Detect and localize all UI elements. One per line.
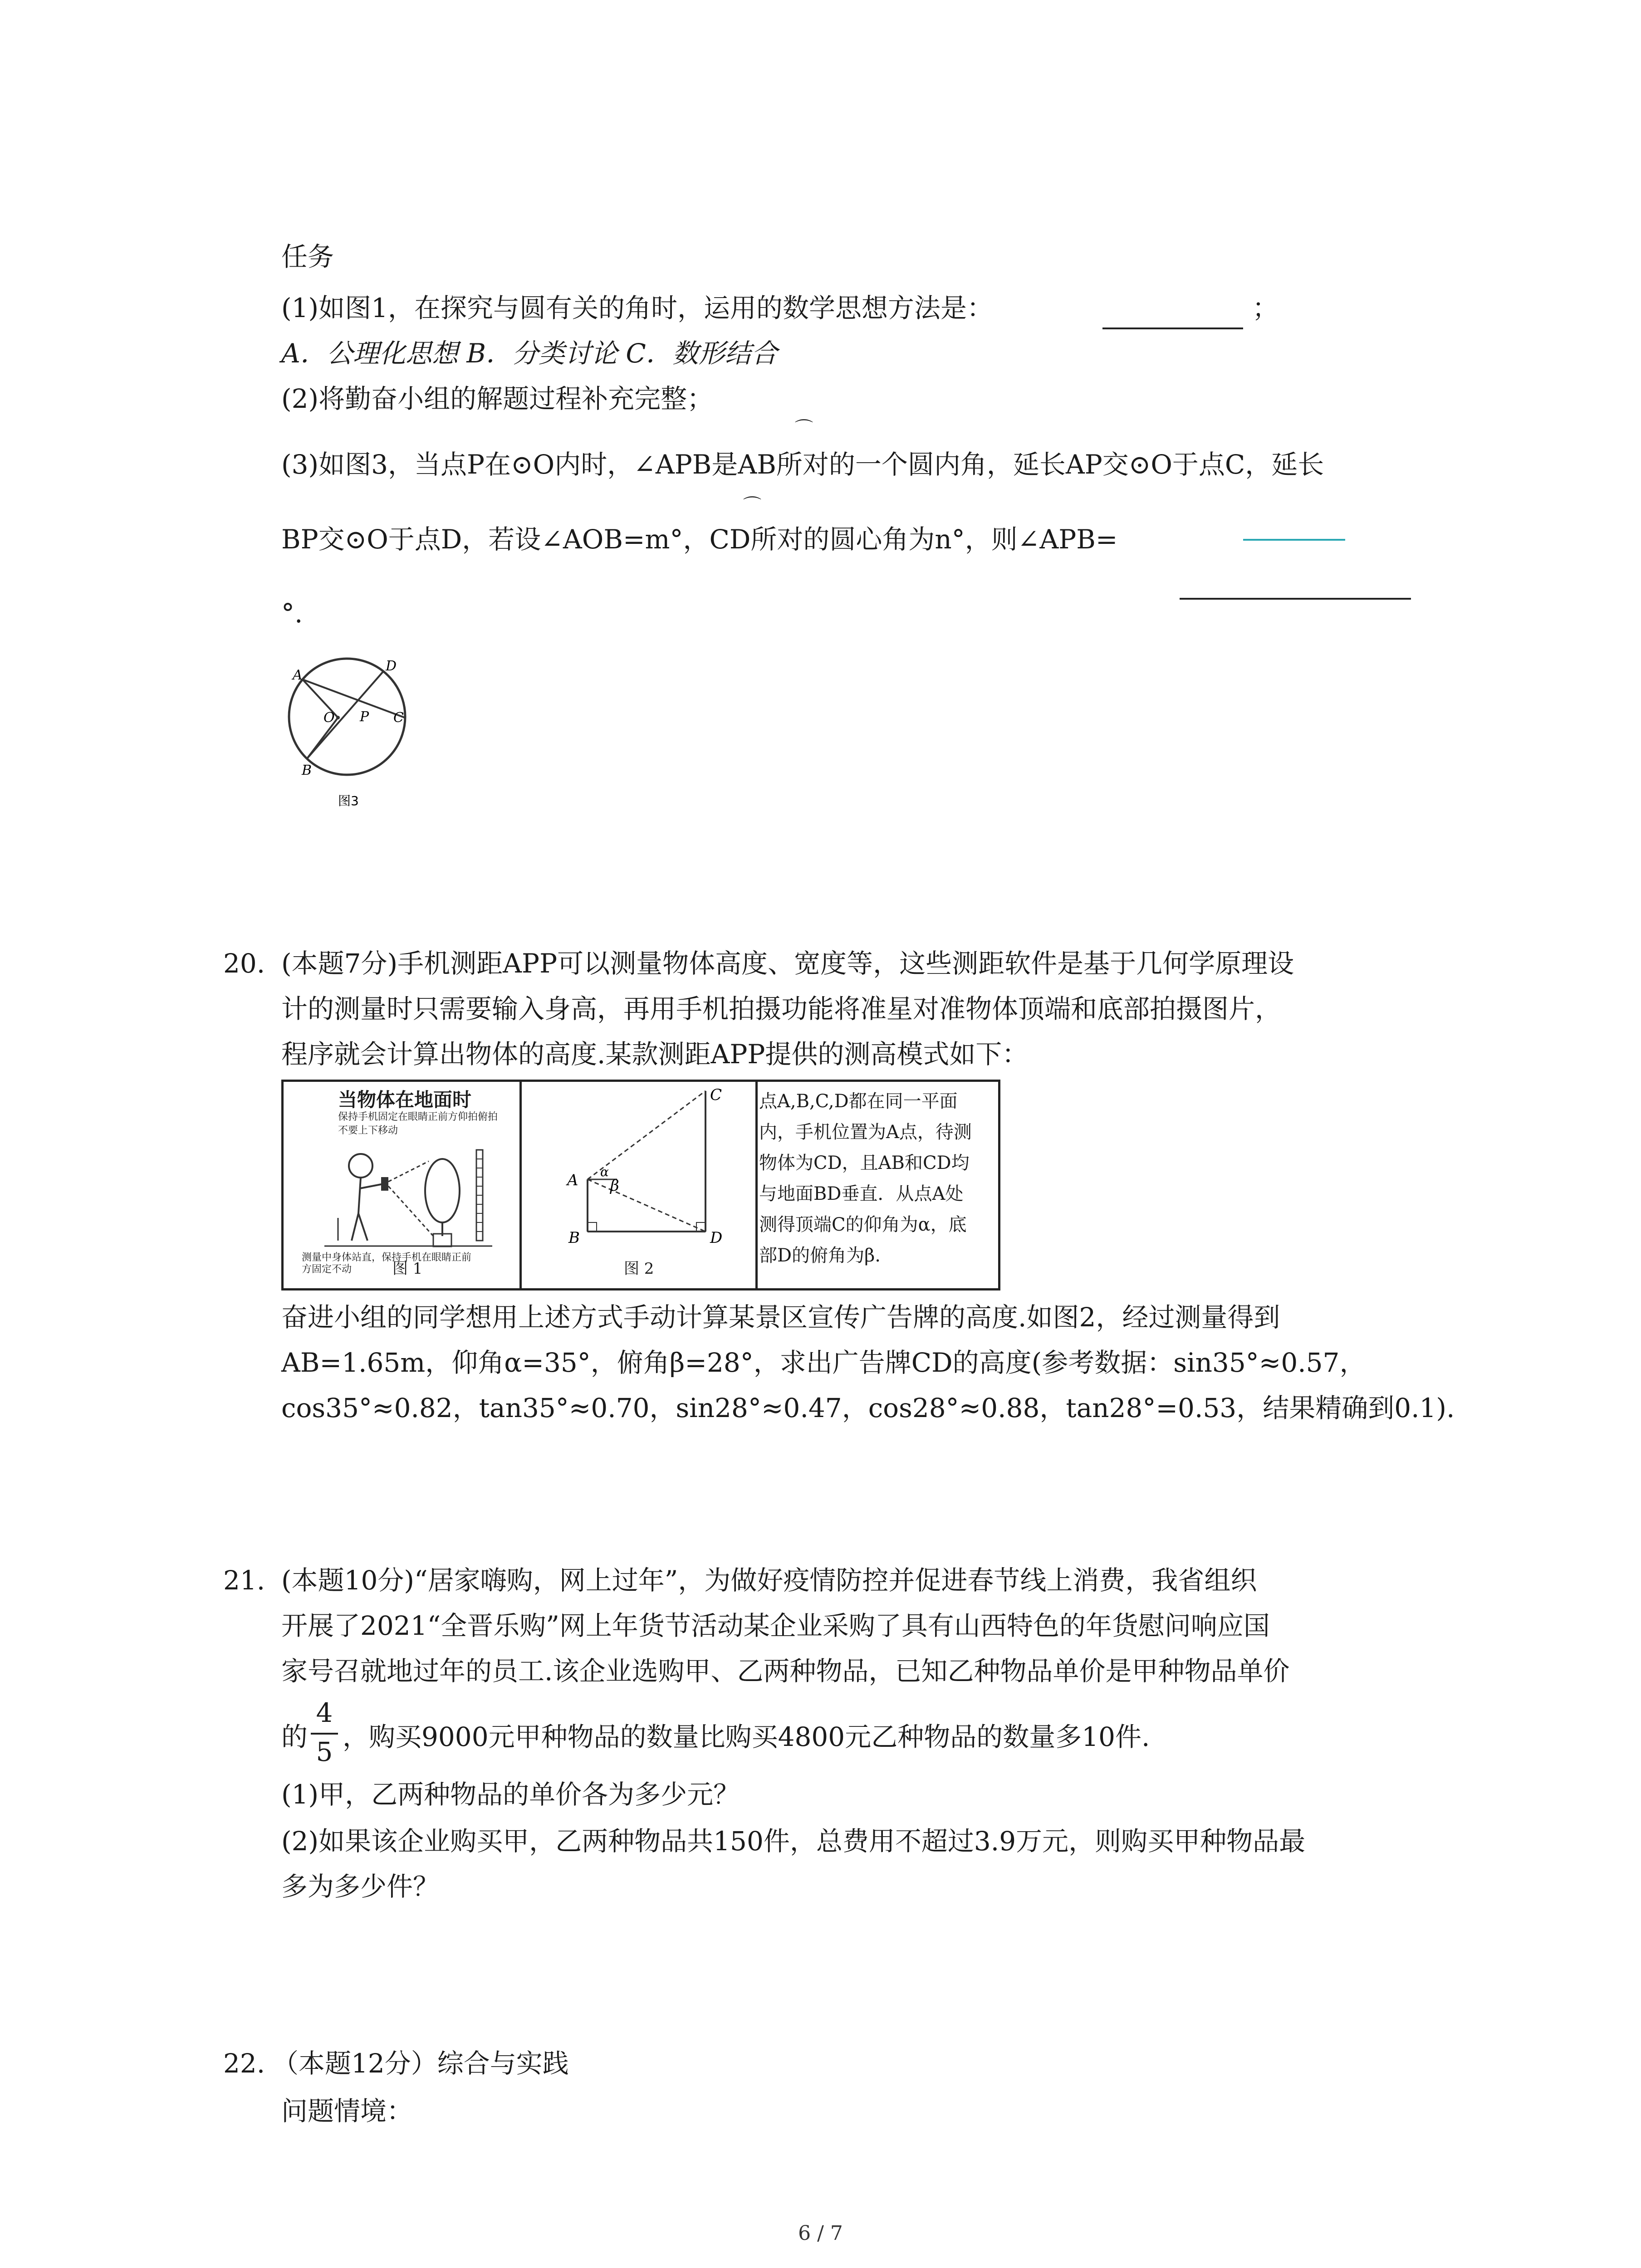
- task-q3-end: °.: [281, 598, 303, 629]
- fig2-label-c: C: [710, 1086, 722, 1104]
- fig3-label-o: O: [323, 710, 335, 726]
- q21-line3: 家号召就地过年的员工.该企业选购甲、乙两种物品，已知乙种物品单价是甲种物品单价: [281, 1656, 1290, 1686]
- q20-figure-table: [281, 1080, 1000, 1290]
- fig3-label-b: B: [302, 763, 312, 778]
- q20-cell-fig2: [519, 1082, 758, 1288]
- fig3-label-p: P: [360, 709, 369, 725]
- fig2-label-beta: β: [610, 1177, 619, 1195]
- q20-line2: 计的测量时只需要输入身高，再用手机拍摄功能将准星对准物体顶端和底部拍摄图片，: [281, 993, 1282, 1024]
- q21-line2: 开展了2021“全晋乐购”网上年货节活动某企业采购了具有山西特色的年货慰问响应国: [281, 1610, 1270, 1641]
- answer-blank-q3-cyan[interactable]: [1243, 539, 1345, 541]
- desc-line-1: 点A,B,C,D都在同一平面: [759, 1091, 958, 1112]
- desc-line-6: 部D的俯角为β.: [759, 1245, 881, 1266]
- task-heading: 任务: [281, 241, 334, 272]
- q20-line6: cos35°≈0.82，tan35°≈0.70，sin28°≈0.47，cos28°≈0.88，tan28°=0.53，结果精确到0.1).: [281, 1393, 1455, 1423]
- q22-line2: 问题情境：: [281, 2096, 413, 2126]
- q20-line5: AB=1.65m，仰角α=35°，俯角β=28°，求出广告牌CD的高度(参考数据：sin35°≈0.57，: [281, 1347, 1366, 1378]
- q21-line4-post: ，购买9000元甲种物品的数量比购买4800元乙种物品的数量多10件.: [343, 1721, 1150, 1752]
- fig3-label-c: C: [393, 710, 404, 726]
- fig3-label-a: A: [293, 667, 303, 683]
- q21-sub1: (1)甲，乙两种物品的单价各为多少元？: [281, 1779, 740, 1810]
- fig2-label-d: D: [710, 1229, 723, 1247]
- task-q2: (2)将勤奋小组的解题过程补充完整；: [281, 383, 714, 414]
- fig1-bottom2: 方固定不动: [302, 1264, 352, 1275]
- desc-line-5: 测得顶端C的仰角为α，底: [759, 1214, 967, 1235]
- fig1-note1: 保持手机固定在眼睛正前方仰拍俯拍: [338, 1111, 498, 1123]
- fig2-caption: 图 2: [624, 1260, 654, 1278]
- q21-sub2-line2: 多为多少件？: [281, 1871, 440, 1902]
- task-options: A．公理化思想 B．分类讨论 C．数形结合: [281, 338, 778, 369]
- q20-number: 20.: [223, 948, 265, 979]
- fig1-note2: 不要上下移动: [338, 1125, 398, 1136]
- answer-blank-q3[interactable]: [1180, 598, 1411, 600]
- fraction-bar: [311, 1733, 338, 1735]
- fig2-drawing: [519, 1082, 753, 1284]
- task-q1: (1)如图1，在探究与圆有关的角时，运用的数学思想方法是：: [281, 293, 994, 323]
- q22-number: 22.: [223, 2048, 265, 2079]
- desc-line-4: 与地面BD垂直．从点A处: [759, 1183, 964, 1204]
- arc-mark-ab: ⌒: [795, 418, 813, 439]
- desc-line-3: 物体为CD，且AB和CD均: [759, 1153, 970, 1173]
- q20-cell-fig1: [284, 1082, 522, 1288]
- figure-3: [270, 653, 442, 821]
- desc-line-2: 内，手机位置为A点，待测: [759, 1122, 972, 1143]
- fig2-label-a: A: [567, 1171, 578, 1189]
- q20-line1: (本题7分)手机测距APP可以测量物体高度、宽度等，这些测距软件是基于几何学原理设: [281, 948, 1294, 979]
- fig2-label-b: B: [568, 1229, 580, 1247]
- fig1-caption: 图 1: [392, 1260, 423, 1278]
- fig3-label-d: D: [386, 658, 397, 674]
- page-number: 6 / 7: [798, 2222, 843, 2245]
- q21-line4-pre: 的: [281, 1721, 308, 1752]
- q21-number: 21.: [223, 1565, 265, 1596]
- answer-blank-q1[interactable]: [1102, 327, 1243, 329]
- task-q3-line1: (3)如图3，当点P在⊙O内时，∠APB是AB所对的一个圆内角，延长AP交⊙O于点C，延长: [281, 449, 1324, 480]
- q22-line1: （本题12分）综合与实践: [272, 2048, 569, 2079]
- fraction-denominator: 5: [316, 1736, 333, 1767]
- fig1-bottom1: 测量中身体站直，保持手机在眼睛正前: [302, 1252, 472, 1263]
- q20-line4: 奋进小组的同学想用上述方式手动计算某景区宣传广告牌的高度.如图2，经过测量得到: [281, 1302, 1280, 1333]
- q21-line1: (本题10分)“居家嗨购，网上过年”，为做好疫情防控并促进春节线上消费，我省组织: [281, 1565, 1257, 1596]
- fig2-label-alpha: α: [600, 1164, 609, 1179]
- q20-cell-desc: [755, 1082, 996, 1288]
- task-q1-end: ；: [1252, 293, 1279, 323]
- task-q3-line2: BP交⊙O于点D，若设∠AOB=m°，CD所对的圆心角为n°，则∠APB=: [281, 524, 1118, 555]
- fig3-caption: 图3: [338, 793, 359, 808]
- q21-sub2-line1: (2)如果该企业购买甲，乙两种物品共150件，总费用不超过3.9万元，则购买甲种物品最: [281, 1826, 1306, 1857]
- fraction-numerator: 4: [316, 1697, 333, 1728]
- q20-line3: 程序就会计算出物体的高度.某款测距APP提供的测高模式如下：: [281, 1039, 1029, 1070]
- arc-mark-cd: ⌒: [743, 495, 761, 516]
- fig1-title: 当物体在地面时: [338, 1089, 472, 1111]
